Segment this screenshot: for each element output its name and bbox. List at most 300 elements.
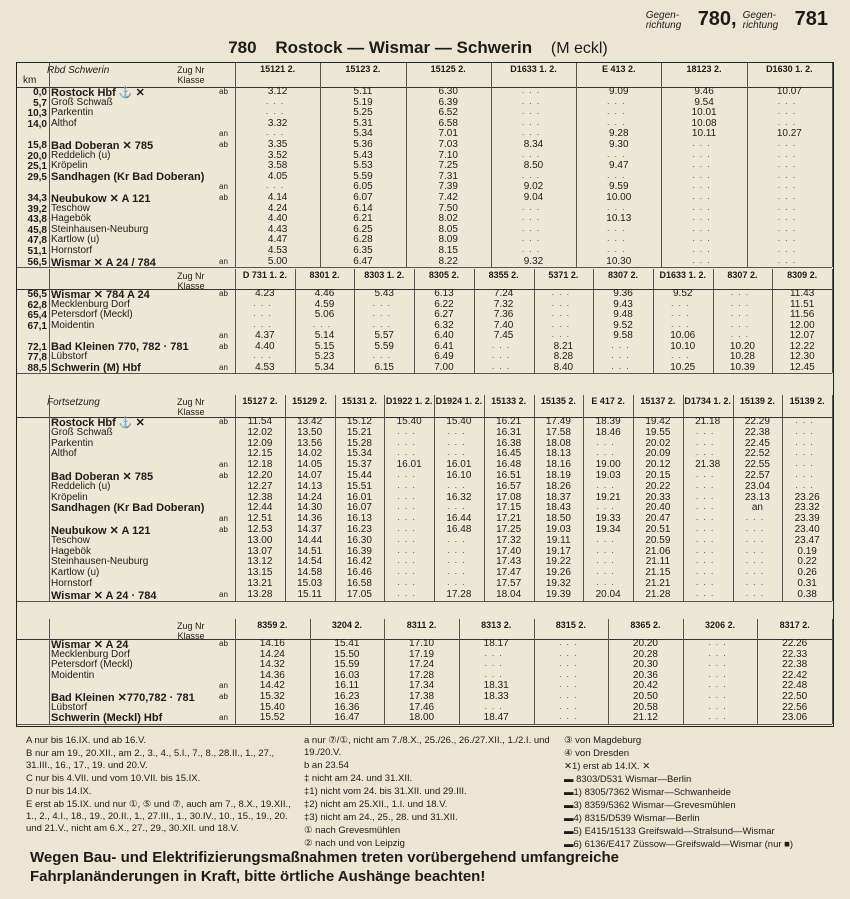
departure-time: 10.28	[729, 351, 755, 362]
arrival-departure-mark: an	[219, 713, 228, 723]
departure-time: 6.27	[434, 309, 454, 320]
no-stop-dots: · · ·	[521, 87, 541, 97]
departure-time: 9.59	[609, 181, 629, 193]
departure-time: 21.21	[645, 578, 671, 589]
departure-time: 10.20	[729, 340, 755, 352]
no-stop-dots: · · ·	[521, 108, 541, 119]
departure-time: 11.43	[789, 288, 815, 299]
no-stop-dots: · · ·	[611, 362, 631, 373]
station-name: Kröpelin	[51, 160, 88, 172]
no-stop-dots: · · ·	[491, 362, 511, 373]
no-stop-dots: · · ·	[745, 514, 765, 525]
station-name: Petersdorf (Meckl)	[51, 659, 133, 671]
no-stop-dots: · · ·	[795, 427, 815, 438]
no-stop-dots: · · ·	[521, 171, 541, 182]
footnote-entry: b an 23.54	[304, 760, 349, 771]
train-number: 8355 2.	[488, 270, 519, 280]
no-stop-dots: · · ·	[606, 246, 626, 256]
no-stop-dots: · · ·	[596, 546, 616, 557]
no-stop-dots: · · ·	[372, 299, 392, 310]
section-bottom-rule	[17, 373, 832, 374]
departure-time: 22.26	[782, 638, 808, 649]
no-stop-dots: · · ·	[730, 331, 750, 341]
station-name: Neubukow ✕ A 121	[51, 193, 151, 205]
footnote-entry: ③ von Magdeburg	[564, 735, 642, 746]
departure-time: 14.36	[297, 513, 323, 525]
footnote-entry: A nur bis 16.IX. und ab 16.V.	[26, 735, 147, 746]
no-stop-dots: · · ·	[670, 299, 690, 310]
departure-time: 5.43	[374, 288, 394, 299]
station-km: 88,5	[27, 362, 47, 374]
departure-time: 6.25	[353, 223, 373, 235]
departure-time: 0.22	[797, 556, 817, 568]
header-zug-label	[177, 621, 205, 641]
station-name: Sandhagen (Kr Bad Doberan)	[51, 170, 205, 183]
departure-time: 4.46	[314, 288, 335, 299]
km-divider	[49, 619, 50, 724]
station-name: Bad Kleinen ✕770,782 · 781	[51, 692, 195, 704]
no-stop-dots: · · ·	[446, 535, 466, 546]
departure-time: 16.30	[346, 534, 372, 546]
departure-time: 19.55	[645, 426, 671, 438]
no-stop-dots: · · ·	[551, 310, 571, 320]
column-divider	[235, 269, 236, 373]
departure-time: 15.21	[346, 426, 372, 438]
departure-time: 20.02	[645, 437, 671, 449]
no-stop-dots: · · ·	[670, 320, 690, 331]
klasse-label: Klasse	[177, 281, 205, 291]
departure-time: 5.19	[353, 96, 373, 108]
no-stop-dots: · · ·	[397, 535, 417, 546]
route-name: Rostock — Wismar — Schwerin	[275, 38, 533, 57]
departure-time: 9.48	[613, 309, 633, 320]
station-km: 0,0	[33, 87, 47, 98]
departure-time: 16.36	[334, 701, 360, 713]
km-divider	[49, 395, 50, 601]
no-stop-dots: · · ·	[730, 310, 750, 320]
station-name: Wismar ✕ 784 A 24	[51, 289, 150, 301]
no-stop-dots: · · ·	[692, 182, 712, 193]
table-number: 780	[228, 38, 257, 57]
departure-time: 20.47	[645, 513, 671, 525]
departure-time: 18.50	[545, 513, 571, 525]
departure-time: 7.45	[493, 330, 514, 341]
departure-time: 13.42	[297, 416, 323, 427]
no-stop-dots: · · ·	[670, 352, 690, 362]
departure-time: 12.45	[789, 361, 815, 373]
train-number: D1630 1. 2.	[766, 64, 813, 74]
departure-time: 8.40	[553, 361, 574, 373]
section-header	[17, 395, 832, 418]
departure-time: 22.48	[782, 680, 808, 692]
departure-time: an	[751, 502, 763, 514]
train-number: 8359 2.	[257, 620, 288, 630]
no-stop-dots: · · ·	[611, 352, 631, 362]
departure-time: 8.22	[438, 255, 458, 267]
departure-time: 15.11	[297, 588, 322, 600]
no-stop-dots: · · ·	[252, 299, 272, 310]
departure-time: 7.24	[493, 288, 514, 299]
departure-time: 17.49	[545, 416, 571, 427]
departure-time: 15.44	[346, 470, 372, 481]
timetable	[16, 62, 834, 727]
departure-time: 9.28	[609, 128, 629, 140]
departure-time: 7.00	[434, 361, 454, 373]
no-stop-dots: · · ·	[692, 203, 712, 214]
departure-time: 17.32	[496, 534, 522, 546]
departure-time: 7.01	[438, 128, 458, 140]
departure-time: 23.40	[794, 524, 820, 535]
departure-time: 11.54	[247, 416, 273, 427]
departure-time: 5.34	[314, 361, 335, 373]
departure-time: 10.00	[606, 192, 632, 203]
no-stop-dots: · · ·	[777, 214, 797, 225]
no-stop-dots: · · ·	[745, 525, 765, 535]
no-stop-dots: · · ·	[695, 427, 715, 438]
departure-time: 15.32	[259, 691, 285, 702]
train-number: 15131 2.	[341, 396, 377, 406]
no-stop-dots: · · ·	[777, 140, 797, 150]
departure-time: 20.30	[632, 659, 658, 671]
departure-time: 15.40	[446, 416, 472, 427]
station-name: Reddelich (u)	[51, 480, 111, 492]
arrival-departure-mark: an	[219, 129, 228, 139]
station-km: 10,3	[27, 108, 47, 120]
no-stop-dots: · · ·	[484, 649, 504, 660]
arrival-departure-mark: ab	[219, 692, 228, 701]
no-stop-dots: · · ·	[695, 492, 715, 503]
no-stop-dots: · · ·	[551, 320, 571, 331]
train-number: 15133 2.	[491, 396, 527, 406]
departure-time: 21.28	[645, 588, 671, 600]
train-number: 8315 2.	[555, 620, 586, 630]
station-name: Teschow	[51, 202, 90, 214]
train-number: 15129 2.	[292, 396, 328, 406]
departure-time: 6.28	[353, 234, 373, 246]
departure-time: 11.51	[789, 298, 815, 310]
train-number: 8313 2.	[481, 620, 512, 630]
departure-time: 21.06	[645, 545, 671, 557]
no-stop-dots: · · ·	[795, 438, 815, 449]
no-stop-dots: · · ·	[777, 182, 797, 193]
no-stop-dots: · · ·	[558, 681, 578, 692]
departure-time: 20.33	[645, 491, 671, 503]
arrival-departure-mark: an	[219, 589, 228, 599]
no-stop-dots: · · ·	[695, 589, 715, 600]
station-name: Steinhausen-Neuburg	[51, 556, 149, 568]
footnote-entry: a nur ⑦/①, nicht am 7./8.X., 25./26., 26./27.XII., 1./2.I. und 19./20.V.	[304, 735, 550, 758]
station-km: 5,7	[33, 97, 47, 109]
station-name: Bad Doberan ✕ 785	[51, 140, 154, 152]
departure-time: 7.03	[438, 139, 458, 150]
station-name: Rostock Hbf ⚓ ✕	[51, 417, 145, 429]
no-stop-dots: · · ·	[708, 702, 728, 713]
station-km: 47,8	[27, 235, 47, 247]
no-stop-dots: · · ·	[777, 118, 797, 129]
departure-time: 8.34	[523, 139, 544, 150]
footnote-entry: ✕1) erst ab 14.IX. ✕	[564, 761, 651, 772]
departure-time: 16.03	[334, 669, 360, 681]
departure-time: 19.11	[546, 534, 571, 546]
departure-time: 5.06	[314, 309, 335, 320]
departure-time: 9.30	[609, 139, 629, 150]
no-stop-dots: · · ·	[521, 246, 541, 256]
no-stop-dots: · · ·	[730, 289, 750, 299]
no-stop-dots: · · ·	[745, 579, 765, 589]
no-stop-dots: · · ·	[606, 108, 626, 119]
no-stop-dots: · · ·	[708, 670, 728, 681]
departure-time: 12.00	[789, 319, 815, 331]
departure-time: 19.39	[545, 588, 571, 600]
no-stop-dots: · · ·	[692, 256, 712, 267]
departure-time: 20.42	[632, 680, 658, 692]
no-stop-dots: · · ·	[521, 214, 541, 225]
column-divider	[534, 619, 535, 724]
departure-time: 14.58	[297, 567, 323, 579]
departure-time: 10.01	[691, 107, 717, 119]
station-km: 29,5	[27, 171, 47, 183]
departure-time: 17.57	[496, 578, 522, 589]
departure-time: 4.23	[255, 288, 275, 299]
arrival-departure-mark: ab	[219, 87, 228, 96]
no-stop-dots: · · ·	[708, 681, 728, 692]
no-stop-dots: · · ·	[596, 557, 616, 568]
column-divider	[683, 619, 684, 724]
departure-time: 22.38	[744, 426, 770, 438]
departure-time: 12.07	[789, 330, 815, 341]
departure-time: 7.10	[438, 149, 458, 161]
departure-time: 9.02	[523, 181, 544, 193]
no-stop-dots: · · ·	[795, 481, 815, 492]
departure-time: 4.47	[267, 234, 288, 246]
departure-time: 13.56	[297, 437, 323, 449]
departure-time: 4.40	[255, 340, 275, 352]
train-number: 8309 2.	[787, 270, 818, 280]
no-stop-dots: · · ·	[611, 341, 631, 352]
departure-time: 6.58	[438, 117, 458, 129]
station-km: 43,8	[27, 214, 47, 226]
departure-time: 0.31	[797, 578, 817, 589]
footnote-entry: B nur am 19., 20.XII., am 2., 3., 4., 5.I., 7., 8., 28.II., 1., 27., 31.III., 16., 17., 19. und 20.V.	[26, 748, 275, 771]
no-stop-dots: · · ·	[745, 546, 765, 557]
no-stop-dots: · · ·	[692, 150, 712, 161]
no-stop-dots: · · ·	[521, 224, 541, 235]
departure-time: 3.12	[267, 86, 288, 97]
train-number: 15125 2.	[430, 64, 466, 74]
departure-time: 18.08	[545, 437, 571, 449]
footnote-entry: ▬5) E415/15133 Greifswald—Stralsund—Wismar	[564, 826, 775, 837]
departure-time: 19.32	[545, 578, 571, 589]
no-stop-dots: · · ·	[596, 438, 616, 449]
no-stop-dots: · · ·	[708, 713, 728, 724]
station-km: 39,2	[27, 203, 47, 215]
no-stop-dots: · · ·	[521, 118, 541, 129]
departure-time: 21.11	[645, 556, 671, 568]
no-stop-dots: · · ·	[446, 579, 466, 589]
departure-time: 7.39	[438, 181, 458, 193]
departure-time: 13.50	[297, 426, 323, 438]
no-stop-dots: · · ·	[446, 557, 466, 568]
no-stop-dots: · · ·	[491, 341, 511, 352]
footnotes-col1	[26, 735, 294, 836]
departure-time: 16.23	[334, 691, 360, 702]
no-stop-dots: · · ·	[695, 514, 715, 525]
departure-time: 14.24	[259, 648, 285, 660]
departure-time: 14.02	[297, 448, 323, 460]
no-stop-dots: · · ·	[558, 702, 578, 713]
departure-time: 19.22	[545, 556, 571, 568]
no-stop-dots: · · ·	[745, 557, 765, 568]
departure-time: 5.59	[374, 340, 394, 352]
arrival-departure-mark: an	[219, 256, 228, 266]
departure-time: 22.50	[782, 691, 808, 702]
station-name: Kartlow (u)	[51, 567, 100, 579]
station-name: Wismar ✕ A 24 · 784	[51, 589, 157, 602]
departure-time: 14.07	[297, 470, 323, 481]
departure-time: 4.43	[267, 223, 288, 235]
no-stop-dots: · · ·	[484, 660, 504, 671]
no-stop-dots: · · ·	[252, 310, 272, 320]
train-number: 8301 2.	[309, 270, 340, 280]
departure-time: 10.27	[776, 128, 802, 140]
header-km-label: km	[23, 75, 37, 86]
no-stop-dots: · · ·	[397, 579, 417, 589]
arrival-departure-mark: ab	[219, 471, 228, 480]
departure-time: 14.51	[297, 545, 323, 557]
no-stop-dots: · · ·	[312, 320, 332, 331]
departure-time: 6.39	[438, 96, 458, 108]
departure-time: 18.16	[545, 459, 571, 471]
departure-time: 22.42	[782, 669, 808, 681]
no-stop-dots: · · ·	[606, 224, 626, 235]
departure-time: 19.33	[595, 513, 621, 525]
departure-time: 20.40	[645, 502, 671, 514]
train-number: D1633 1. 2.	[510, 64, 557, 74]
departure-time: 15.12	[346, 416, 372, 427]
no-stop-dots: · · ·	[692, 214, 712, 225]
station-name: Lübstorf	[51, 351, 88, 362]
departure-time: 9.52	[673, 288, 693, 299]
departure-time: 19.03	[595, 470, 621, 481]
departure-time: 17.58	[545, 426, 571, 438]
departure-time: 7.32	[493, 298, 514, 310]
train-number: 5371 2.	[548, 270, 579, 280]
departure-time: 14.05	[297, 459, 323, 471]
section-bottom-rule	[17, 601, 832, 602]
arrival-departure-mark: an	[219, 182, 228, 192]
station-km: 56,5	[27, 256, 47, 268]
no-stop-dots: · · ·	[695, 535, 715, 546]
station-name: Parkentin	[51, 437, 94, 449]
departure-time: 17.34	[409, 680, 435, 692]
no-stop-dots: · · ·	[777, 161, 797, 172]
departure-time: 12.38	[247, 491, 273, 503]
departure-time: 20.51	[645, 524, 671, 535]
departure-time: 19.17	[545, 545, 571, 557]
arrival-departure-mark: an	[219, 681, 228, 691]
departure-time: 15.59	[334, 659, 360, 671]
departure-time: 20.50	[632, 691, 658, 702]
departure-time: 22.52	[744, 448, 770, 460]
departure-time: 18.04	[496, 588, 522, 600]
departure-time: 8.05	[438, 223, 458, 235]
departure-time: 21.15	[645, 567, 671, 579]
station-name: Althof	[51, 448, 77, 460]
no-stop-dots: · · ·	[695, 471, 715, 481]
departure-time: 6.32	[434, 319, 454, 331]
departure-time: 17.28	[409, 669, 435, 681]
departure-time: 17.47	[496, 567, 522, 579]
departure-time: 9.52	[613, 319, 633, 331]
train-number: D1734 1. 2.	[684, 396, 731, 406]
page-title	[0, 38, 850, 58]
station-km: 56,5	[27, 289, 47, 300]
klasse-label: Klasse	[177, 631, 205, 641]
no-stop-dots: · · ·	[695, 525, 715, 535]
departure-time: 23.32	[794, 502, 820, 514]
departure-time: 0.19	[797, 545, 817, 557]
header-zug-label	[177, 65, 205, 85]
no-stop-dots: · · ·	[551, 289, 571, 299]
departure-time: 21.38	[695, 459, 721, 471]
departure-time: 16.45	[496, 448, 522, 460]
departure-time: 12.53	[247, 524, 273, 535]
no-stop-dots: · · ·	[484, 670, 504, 681]
departure-time: 5.34	[353, 128, 373, 140]
footnote-entry: ① nach Grevesmühlen	[304, 825, 401, 836]
no-stop-dots: · · ·	[777, 246, 797, 256]
no-stop-dots: · · ·	[397, 492, 417, 503]
station-name: Hornstorf	[51, 245, 93, 256]
train-number: 8305 2.	[428, 270, 459, 280]
station-km: 77,8	[27, 352, 47, 363]
departure-time: 14.36	[259, 669, 285, 681]
no-stop-dots: · · ·	[397, 438, 417, 449]
departure-time: 19.34	[595, 524, 621, 535]
departure-time: 16.38	[496, 437, 522, 449]
departure-time: 9.46	[694, 86, 714, 97]
no-stop-dots: · · ·	[265, 97, 285, 108]
station-name: Petersdorf (Meckl)	[51, 309, 133, 320]
train-number: D 731 1. 2.	[242, 270, 287, 280]
train-number: 8317 2.	[779, 620, 810, 630]
departure-time: 16.44	[446, 513, 472, 525]
departure-time: 17.38	[409, 691, 435, 702]
no-stop-dots: · · ·	[692, 224, 712, 235]
no-stop-dots: · · ·	[446, 546, 466, 557]
construction-notice-line1: Wegen Bau- und Elektrifizierungsmaßnahmen treten vorübergehend umfangreiche	[30, 849, 619, 866]
no-stop-dots: · · ·	[551, 299, 571, 310]
departure-time: 5.31	[353, 117, 373, 129]
column-divider	[832, 269, 833, 373]
departure-time: 5.36	[353, 139, 373, 150]
station-name: Hagebök	[51, 545, 92, 557]
no-stop-dots: · · ·	[606, 150, 626, 161]
station-name: Neubukow ✕ A 121	[51, 525, 151, 537]
departure-time: 18.00	[409, 712, 435, 724]
departure-time: 12.22	[789, 340, 815, 352]
departure-time: 18.17	[483, 638, 509, 649]
departure-time: 18.47	[483, 712, 509, 724]
no-stop-dots: · · ·	[558, 649, 578, 660]
no-stop-dots: · · ·	[397, 546, 417, 557]
departure-time: 18.19	[545, 470, 571, 481]
train-number: E 417 2.	[591, 396, 625, 406]
arrival-departure-mark: an	[219, 362, 228, 372]
departure-time: 7.42	[438, 192, 458, 203]
departure-time: 8.50	[523, 160, 544, 172]
no-stop-dots: · · ·	[708, 660, 728, 671]
